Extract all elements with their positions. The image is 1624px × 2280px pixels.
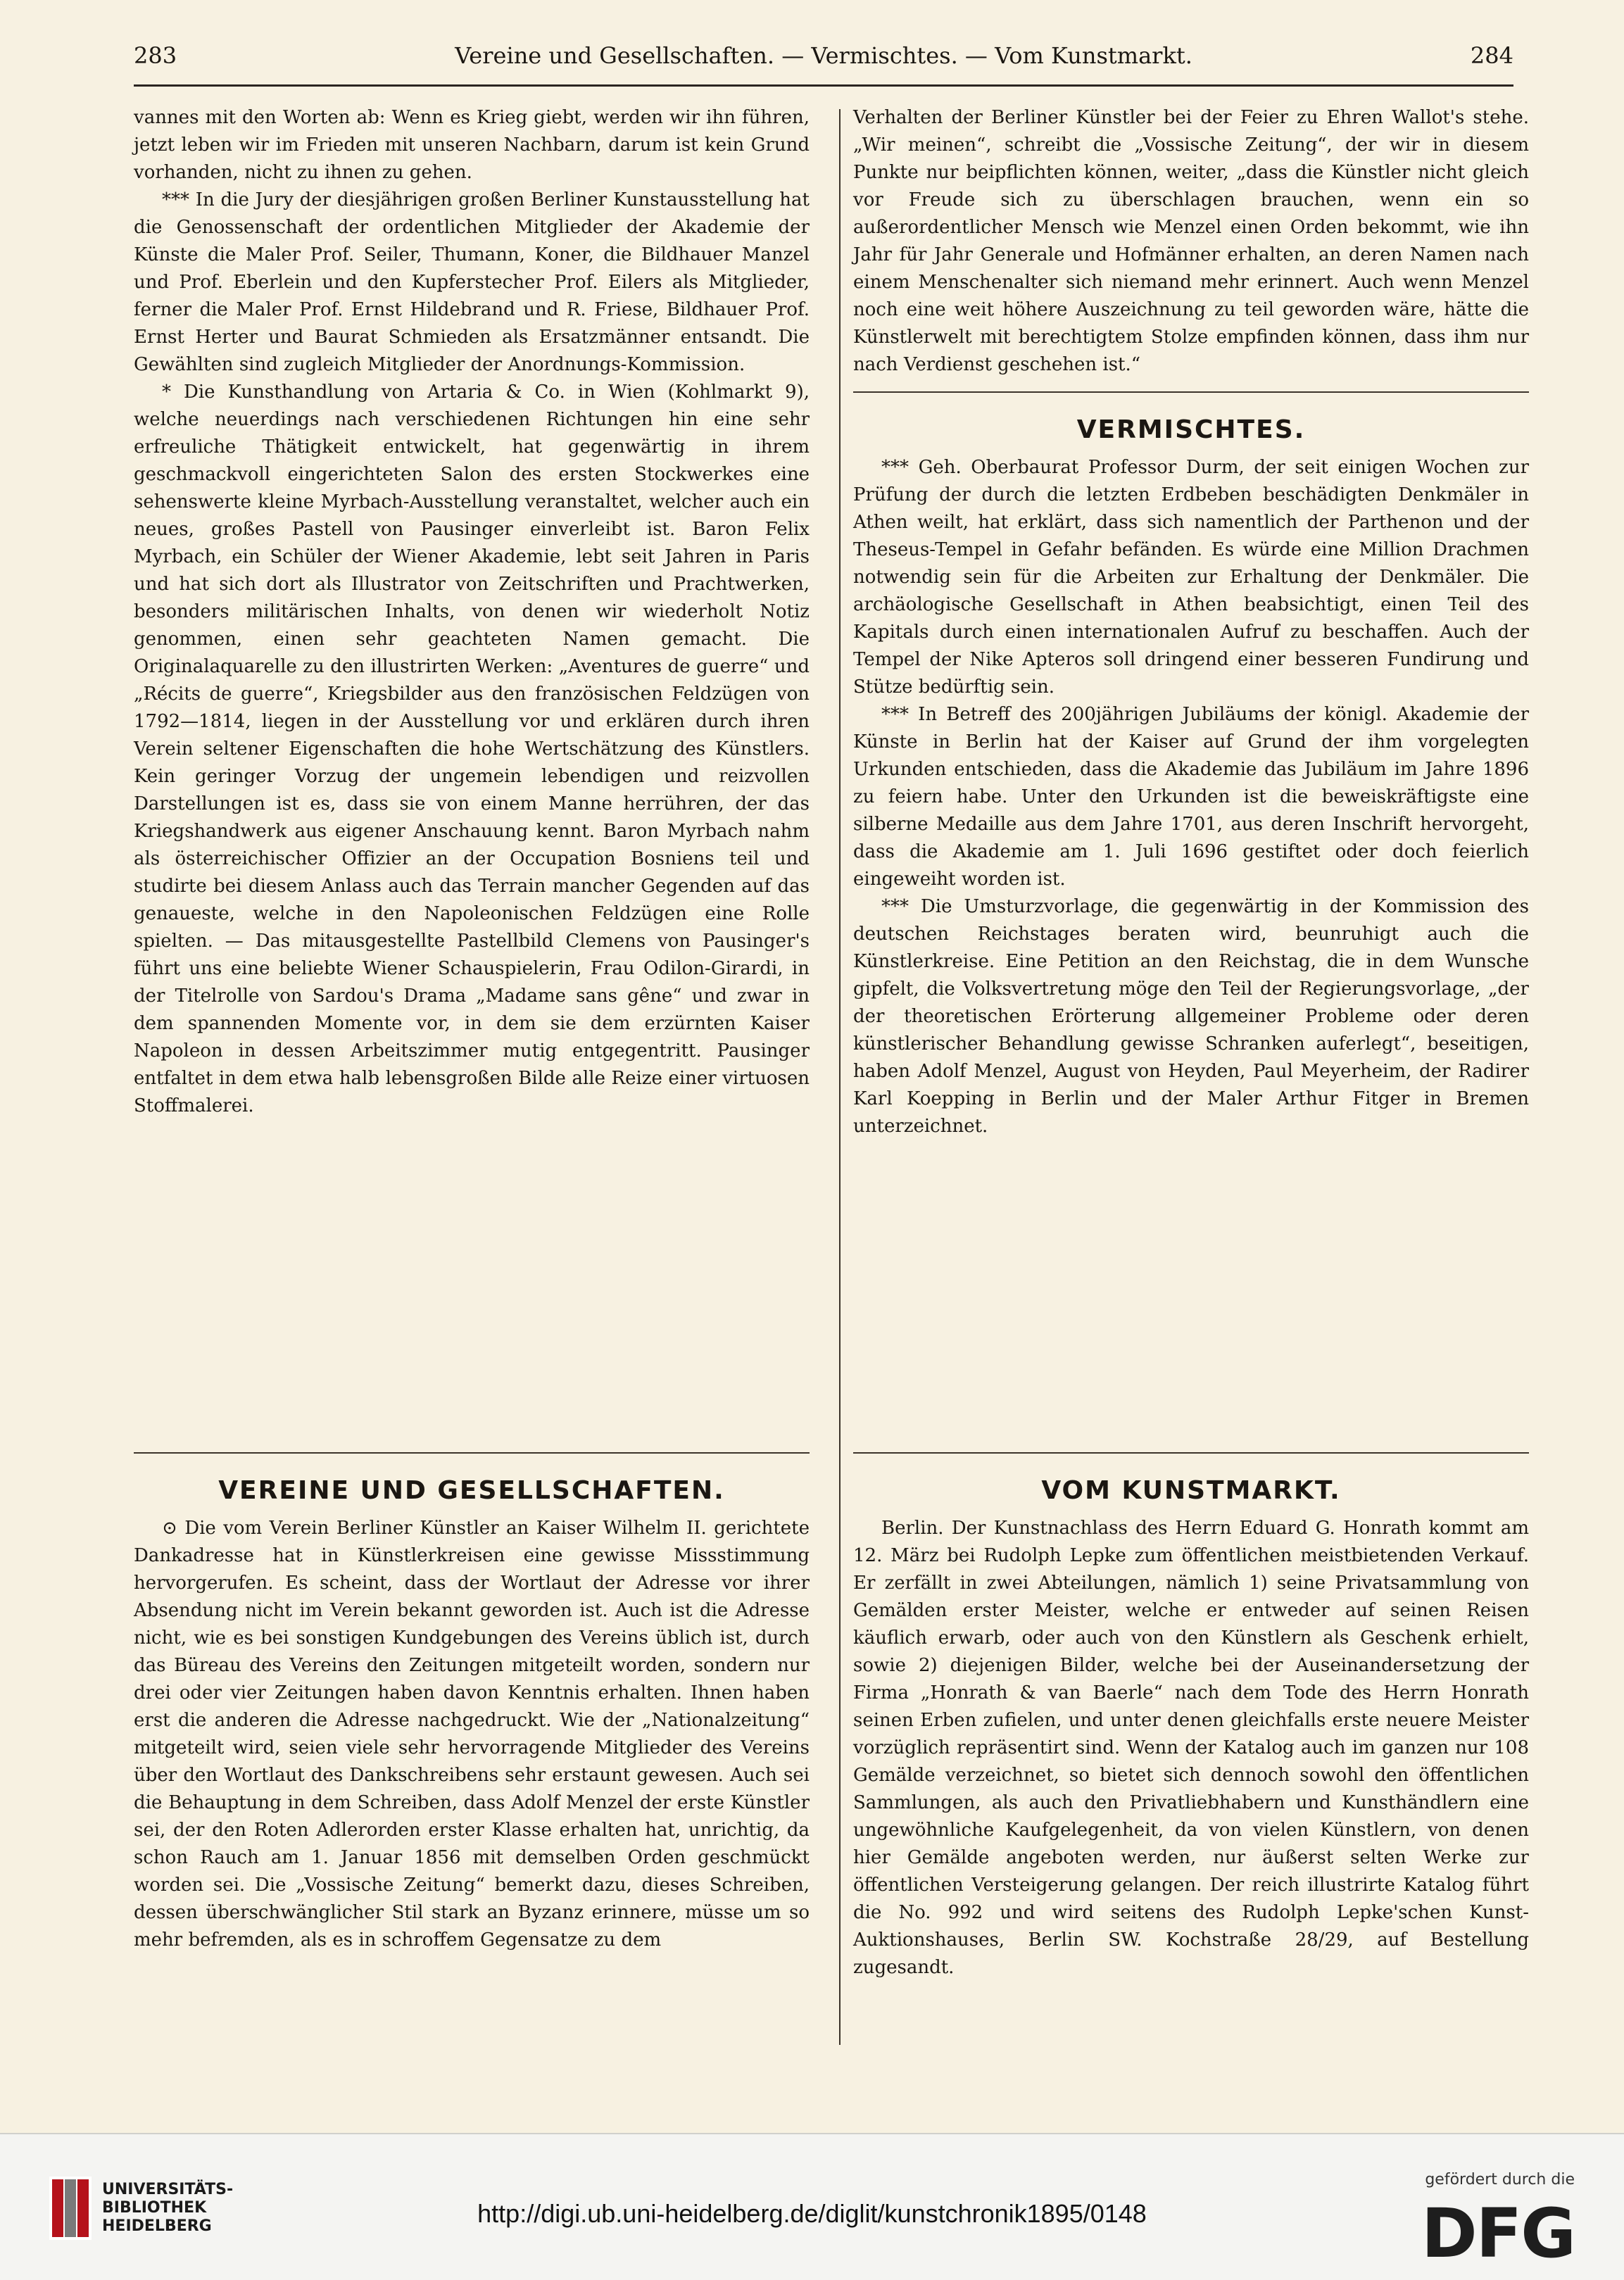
column-divider <box>839 109 841 2045</box>
right-column-bottom <box>853 1440 1529 1982</box>
section-separator <box>853 391 1529 393</box>
paragraph: vannes mit den Worten ab: Wenn es Krieg giebt, werden wir ihn führen, jetzt leben wir im Frieden mit unseren Nachbarn, darum ist kein Grund vorhanden, nicht zu ihnen zu gehen. <box>134 107 810 183</box>
running-header <box>134 42 1513 84</box>
section-title-vereine: VEREINE UND GESELLSCHAFTEN. <box>218 1476 725 1505</box>
logo-line: BIBLIOTHEK <box>102 2199 207 2217</box>
paragraph: Verhalten der Berliner Künstler bei der Feier zu Ehren Wallot's stehe. „Wir meinen“, schreibt die „Vossische Zeitung“, der wir in diesem Punkte nur beipflichten können, weiter, „dass die Künstler nicht gleich vor Freude sich zu überschlagen brauchen, wenn ein so außerordentlicher Mensch wie Menzel einen Orden bekommt, wie ihn Jahr für Jahr Generale und Hofmänner erhalten, an deren Namen nach einem Menschenalter sich niemand mehr erinnert. Auch wenn Menzel noch eine weit höhere Auszeichnung zu teil geworden wäre, hätte die Künstlerwelt mit berechtigtem Stolze empfinden können, dass ihm nur nach Verdienst geschehen ist.“ <box>853 107 1529 375</box>
right-column-top <box>853 104 1529 1140</box>
paragraph: * Die Kunsthandlung von Artaria & Co. in Wien (Kohlmarkt 9), welche neuerdings nach verschiedenen Richtungen hin eine sehr erfreuliche Thätigkeit entwickelt, hat gegenwärtig in ihrem geschmackvoll eingerichteten Salon des ersten Stockwerkes eine sehenswerte kleine Myrbach-Ausstellung veranstaltet, welcher auch ein neues, großes Pastell von Pausinger einverleibt ist. Baron Felix Myrbach, ein Schüler der Wiener Akademie, lebt seit Jahren in Paris und hat sich dort als Illustrator von Zeitschriften und Prachtwerken, besonders militärischen Inhalts, von denen wir wiederholt Notiz genommen, einen sehr geachteten Namen gemacht. Die Originalaquarelle zu den illustrirten Werken: „Aventures de guerre“ und „Récits de guerre“, Kriegsbilder aus den französischen Feldzügen von 1792—1814, liegen in der Ausstellung vor und erklären durch ihren Verein seltener Eigenschaften die hohe Wertschätzung des Künstlers. Kein geringer Vorzug der ungemein lebendigen und reizvollen Darstellungen ist es, dass sie von einem Manne herrühren, der das Kriegshandwerk aus eigener Anschauung kennt. Baron Myrbach nahm als österreichischer Offizier an der Occupation Bosniens teil und studirte bei diesem Anlass auch das Terrain mancher Gegenden auf das genaueste, welche in den Napoleonischen Feldzügen eine Rolle spielten. — Das mitausgestellte Pastellbild Clemens von Pausinger's führt uns eine beliebte Wiener Schauspielerin, Frau Odilon-Girardi, in der Titelrolle von Sardou's Drama „Madame sans gêne“ und zwar in dem spannenden Momente vor, in dem sie dem erzürnten Kaiser Napoleon in dessen Arbeitszimmer mutig entgegentritt. Pausinger entfaltet in dem etwa halb lebensgroßen Bilde alle Reize einer virtuosen Stoffmalerei. <box>134 382 810 1116</box>
paragraph: *** In Betreff des 200jährigen Jubiläums der königl. Akademie der Künste in Berlin hat der Kaiser auf Grund der ihm vorgelegten Urkunden entschieden, dass die Akademie das Jubiläum im Jahre 1896 zu feiern habe. Unter den Urkunden ist die beweiskräftigste eine silberne Medaille aus dem Jahre 1701, aus deren Inschrift hervorgeht, dass die Akademie am 1. Juli 1696 gestiftet oder doch feierlich eingeweiht worden ist. <box>853 704 1529 890</box>
running-title: Vereine und Gesellschaften. — Vermischtes. — Vom Kunstmarkt. <box>455 42 1192 69</box>
paragraph: *** Geh. Oberbaurat Professor Durm, der seit einigen Wochen zur Prüfung der durch die letzten Erdbeben beschädigten Denkmäler in Athen weilt, hat erklärt, dass sich namentlich der Parthenon und der Theseus-Tempel in Gefahr befänden. Es würde eine Million Drachmen notwendig sein für die Arbeiten zur Erhaltung der Denkmäler. Die archäologische Gesellschaft in Athen beabsichtigt, einen Teil des Kapitals durch einen internationalen Aufruf zu beschaffen. Auch der Tempel der Nike Apteros soll dringend einer besseren Fundirung und Stütze bedürftig sein. <box>853 457 1529 698</box>
paragraph: *** In die Jury der diesjährigen großen Berliner Kunstausstellung hat die Genossenschaft der ordentlichen Mitglieder der Akademie der Künste die Maler Prof. Seiler, Thumann, Koner, die Bildhauer Manzel und Prof. Eberlein und den Kupferstecher Prof. Eilers als Mitglieder, ferner die Maler Prof. Ernst Hildebrand und R. Friese, Bildhauer Prof. Ernst Herter und Baurat Schmieden als Ersatzmänner entsandt. Die Gewählten sind zugleich Mitglieder der Anordnungs-Kommission. <box>134 189 810 375</box>
paragraph: ⊙ Die vom Verein Berliner Künstler an Kaiser Wilhelm II. gerichtete Dankadresse hat in Künstlerkreisen eine gewisse Missstimmung hervorgerufen. Es scheint, dass der Wortlaut der Adresse vor ihrer Absendung nicht im Verein bekannt geworden ist. Auch ist die Adresse nicht, wie es bei sonstigen Kundgebungen des Vereins üblich ist, durch das Büreau des Vereins den Zeitungen mitgeteilt worden, sondern nur drei oder vier Zeitungen haben davon Kenntnis erhalten. Ihnen haben erst die anderen die Adresse nachgedruckt. Wie der „Nationalzeitung“ mitgeteilt wird, seien viele sehr hervorragende Mitglieder des Vereins über den Wortlaut des Dankschreibens sehr erstaunt gewesen. Auch sei die Behauptung in dem Schreiben, dass Adolf Menzel der erste Künstler sei, der den Roten Adlerorden erster Klasse erhalten hat, unrichtig, da schon Rauch am 1. Januar 1856 mit demselben Orden geschmückt worden sei. Die „Vossische Zeitung“ bemerkt dazu, dieses Schreiben, dessen überschwänglicher Stil stark an Byzanz erinnere, müsse um so mehr befremden, als es in schroffem Gegensatze zu dem <box>134 1518 810 1951</box>
left-column-top <box>134 104 810 1120</box>
section-title-vermischtes: VERMISCHTES. <box>1076 415 1306 444</box>
header-rule <box>134 84 1513 87</box>
page-number-right: 284 <box>1470 42 1513 69</box>
section-title-kunstmarkt: VOM KUNSTMARKT. <box>1041 1476 1341 1505</box>
logo-line: UNIVERSITÄTS- <box>102 2181 234 2198</box>
left-column-bottom <box>134 1440 810 1954</box>
funded-by-label: gefördert durch die <box>1425 2171 1575 2188</box>
section-separator <box>853 1452 1529 1454</box>
digitization-footer <box>0 2133 1624 2280</box>
dfg-logo: DFG <box>1421 2194 1575 2273</box>
logo-line: HEIDELBERG <box>102 2217 212 2235</box>
section-separator <box>134 1452 810 1454</box>
page-number-left: 283 <box>134 42 177 69</box>
paragraph: *** Die Umsturzvorlage, die gegenwärtig in der Kommission des deutschen Reichstages beraten wird, beunruhigt auch die Künstlerkreise. Eine Petition an den Reichstag, die in dem Wunsche gipfelt, die Volksvertretung möge den Teil der Regierungsvorlage, „der der theoretischen Erörterung allgemeiner Probleme oder deren künstlerischer Behandlung gewisse Schranken auferlegt“, beseitigen, haben Adolf Menzel, August von Heyden, Paul Meyerheim, der Radirer Karl Koepping in Berlin und der Maler Arthur Fitger in Bremen unterzeichnet. <box>853 896 1529 1137</box>
permalink-url[interactable]: http://digi.ub.uni-heidelberg.de/diglit/kunstchronik1895/0148 <box>477 2199 1147 2228</box>
paragraph: Berlin. Der Kunstnachlass des Herrn Eduard G. Honrath kommt am 12. März bei Rudolph Lepke zum öffentlichen meistbietenden Verkauf. Er zerfällt in zwei Abteilungen, nämlich 1) seine Privatsammlung von Gemälden erster Meister, welche er entweder auf seinen Reisen käuflich erwarb, oder auch von den Künstlern als Geschenk erhielt, sowie 2) diejenigen Bilder, welche bei der Auseinandersetzung der Firma „Honrath & van Baerle“ nach dem Tode des Herrn Honrath seinen Erben zufielen, und unter denen gleichfalls erste neuere Meister vorzüglich repräsentirt sind. Wenn der Katalog auch im ganzen nur 108 Gemälde verzeichnet, so bietet sich dennoch sowohl den öffentlichen Sammlungen, als auch den Privatliebhabern und Kunsthändlern eine ungewöhnliche Kaufgelegenheit, da von vielen Künstlern, von denen hier Gemälde angeboten werden, nur äußerst selten Werke zur öffentlichen Versteigerung gelangen. Der reich illustrirte Katalog führt die No. 992 und wird seitens des Rudolph Lepke'schen Kunst-Auktionshauses, Berlin SW. Kochstraße 28/29, auf Bestellung zugesandt. <box>853 1518 1529 1978</box>
